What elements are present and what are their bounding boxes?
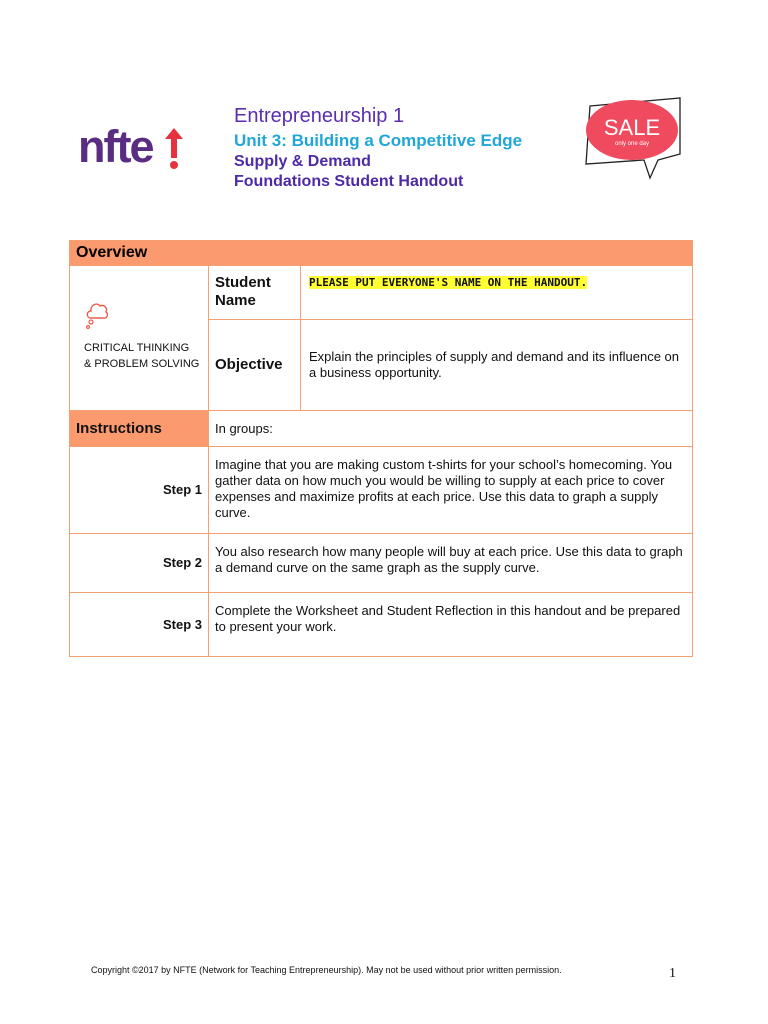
overview-table bbox=[69, 240, 693, 657]
step-label-3: Step 3 bbox=[70, 593, 209, 656]
step-row-3 bbox=[70, 592, 692, 656]
unit-title: Unit 3: Building a Competitive Edge bbox=[234, 131, 523, 150]
page-number: 1 bbox=[669, 966, 676, 981]
overview-top-row bbox=[70, 265, 692, 410]
step-text-1: Imagine that you are making custom t-shirts for your school’s homecoming. You gather data on how much you would be willing to supply at each price to cover expenses and maximize profits at each price. Use this data to graph a supply curve. bbox=[215, 457, 673, 520]
logo-arrow-icon bbox=[164, 128, 184, 170]
topic-title: Supply & Demand bbox=[234, 153, 371, 170]
step-text-2: You also research how many people will buy at each price. Use this data to graph a demand curve on the same graph as the supply curve. bbox=[215, 544, 683, 575]
instructions-value: In groups: bbox=[215, 421, 273, 436]
nfte-logo bbox=[78, 121, 188, 176]
instructions-row bbox=[70, 410, 692, 446]
step-label-1: Step 1 bbox=[70, 447, 209, 533]
skill-cell bbox=[70, 266, 209, 410]
sale-badge-icon bbox=[580, 94, 686, 182]
student-name-row bbox=[209, 266, 692, 319]
skill-line-2: & PROBLEM SOLVING bbox=[84, 358, 200, 370]
overview-header: Overview bbox=[70, 241, 692, 265]
student-name-highlight: PLEASE PUT EVERYONE'S NAME ON THE HANDOUT. bbox=[309, 276, 588, 289]
sale-subtext: only one day bbox=[614, 141, 650, 147]
student-name-label-line1: Student bbox=[215, 274, 271, 291]
copyright-footer: Copyright ©2017 by NFTE (Network for Teaching Entrepreneurship). May not be used without prior written permission. bbox=[91, 965, 562, 975]
student-name-label bbox=[209, 266, 301, 319]
logo-text: nfte bbox=[78, 121, 153, 172]
objective-label: Objective bbox=[209, 320, 301, 410]
objective-row bbox=[209, 319, 692, 410]
skill-line-1: CRITICAL THINKING bbox=[84, 342, 190, 354]
student-name-field[interactable] bbox=[301, 266, 692, 319]
handout-subtitle: Foundations Student Handout bbox=[234, 173, 464, 190]
cloud-thought-icon bbox=[84, 298, 110, 330]
step-row-1 bbox=[70, 446, 692, 533]
instructions-label: Instructions bbox=[70, 411, 209, 446]
course-title: Entrepreneurship 1 bbox=[234, 105, 405, 127]
sale-text: SALE bbox=[603, 115, 661, 140]
step-text-3: Complete the Worksheet and Student Reflection in this handout and be prepared to present your work. bbox=[215, 603, 681, 634]
header-titles bbox=[234, 104, 522, 192]
student-name-label-line2: Name bbox=[215, 292, 256, 309]
step-label-2: Step 2 bbox=[70, 534, 209, 592]
objective-value: Explain the principles of supply and demand and its influence on a business opportunity. bbox=[309, 348, 680, 380]
step-row-2 bbox=[70, 533, 692, 592]
